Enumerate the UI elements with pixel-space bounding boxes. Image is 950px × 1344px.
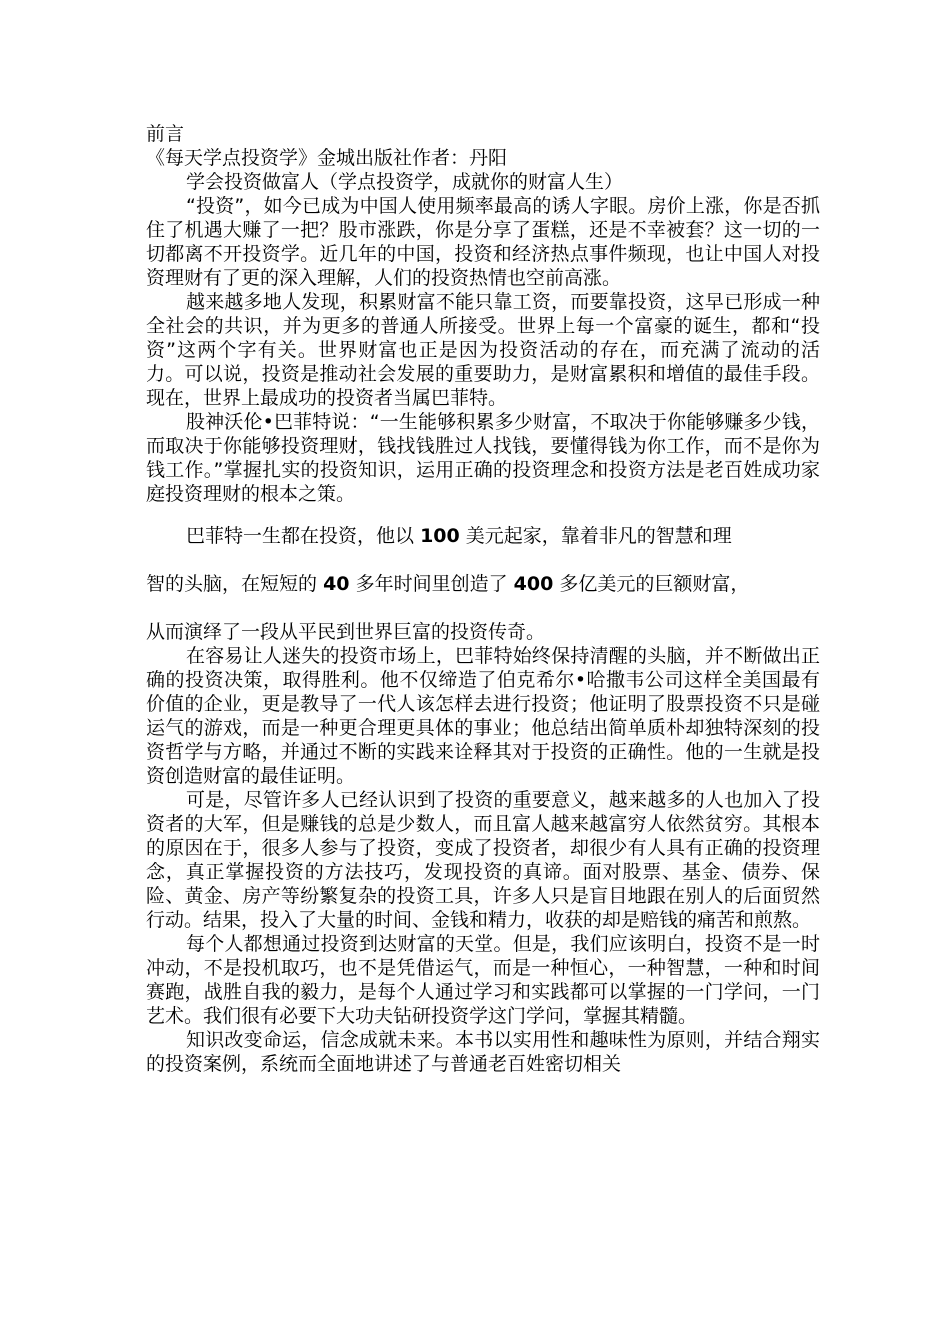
paragraph-6: 每个人都想通过投资到达财富的天堂。但是，我们应该明白，投资不是一时冲动，不是投机取巧，也不是凭借运气，而是一种恒心，一种智慧，一种和时间赛跑，战胜自我的毅力，是每个人通过学习和实践都可以掌握的一门学问，一门艺术。我们很有必要下大功夫钻研投资学这门学问，掌握其精髓。 [146,933,820,1027]
buffett-line-3: 从而演绎了一段从平民到世界巨富的投资传奇。 [146,621,546,643]
number-400: 400 [513,573,554,595]
buffett-line-1 [146,512,820,560]
text-span: 巴菲特一生都在投资，他以 [186,525,415,547]
paragraph-1: “投资”，如今已成为中国人使用频率最高的诱人字眼。房价上涨，你是否抓住了机遇大赚了一把？股市涨跌，你是分享了蛋糕，还是不幸被套？这一切的一切都离不开投资学。近几年的中国，投资和经济热点事件频现，也让中国人对投资理财有了更的深入理解，人们的投资热情也空前高涨。 [146,195,820,289]
text-span: 智的头脑，在短短的 [146,573,318,595]
buffett-line-2 [146,560,820,608]
text-span: 多年时间里创造了 [355,573,508,595]
paragraph-3: 股神沃伦•巴菲特说：“一生能够积累多少财富，不取决于你能够赚多少钱，而取决于你能够投资理财，钱找钱胜过人找钱，要懂得钱为你工作，而不是你为钱工作。”掌握扎实的投资知识，运用正确的投资理念和投资方法是老百姓成功家庭投资理财的根本之策。 [146,411,820,505]
paragraph-5: 可是，尽管许多人已经认识到了投资的重要意义，越来越多的人也加入了投资者的大军，但是赚钱的总是少数人，而且富人越来越富穷人依然贫穷。其根本的原因在于，很多人参与了投资，变成了投资者，却很少有人具有正确的投资理念，真正掌握投资的方法技巧，发现投资的真谛。面对股票、基金、债券、保险、黄金、房产等纷繁复杂的投资工具，许多人只是盲目地跟在别人的后面贸然行动。结果，投入了大量的时间、金钱和精力，收获的却是赔钱的痛苦和煎熬。 [146,789,820,931]
number-100: 100 [420,525,460,547]
paragraph-7: 知识改变命运，信念成就未来。本书以实用性和趣味性为原则，并结合翔实的投资案例，系统而全面地讲述了与普通老百姓密切相关 [146,1029,820,1075]
number-40: 40 [323,573,350,595]
paragraph-4: 在容易让人迷失的投资市场上，巴菲特始终保持清醒的头脑，并不断做出正确的投资决策，取得胜利。他不仅缔造了伯克希尔•哈撒韦公司这样全美国最有价值的企业，更是教导了一代人该怎样去进行投资；他证明了股票投资不只是碰运气的游戏，而是一种更合理更具体的事业；他总结出简单质朴却独特深刻的投资哲学与方略，并通过不断的实践来诠释其对于投资的正确性。他的一生就是投资创造财富的最佳证明。 [146,645,820,787]
paragraph-2: 越来越多地人发现，积累财富不能只靠工资，而要靠投资，这早已形成一种全社会的共识，并为更多的普通人所接受。世界上每一个富豪的诞生，都和“投资”这两个字有关。世界财富也正是因为投资活动的存在，而充满了流动的活力。可以说，投资是推动社会发展的重要助力，是财富累积和增值的最佳手段。现在，世界上最成功的投资者当属巴菲特。 [146,291,820,409]
heading: 前言 [146,123,185,145]
text-span: 美元起家，靠着非凡的智慧和理 [465,525,732,547]
text-span: 多亿美元的巨额财富， [559,573,750,595]
subtitle: 学会投资做富人（学点投资学，成就你的财富人生） [186,171,624,193]
book-info: 《每天学点投资学》金城出版社作者：丹阳 [146,147,508,169]
